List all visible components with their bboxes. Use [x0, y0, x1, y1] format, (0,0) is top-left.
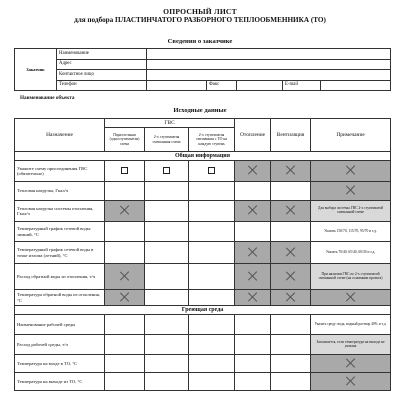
column-heating-header: Отопление: [235, 119, 271, 152]
customer-phone-label: Телефон: [57, 80, 147, 91]
row-inlet-temp-heating-field[interactable]: [235, 355, 271, 373]
customer-section-title: Сведения о заказчике: [167, 38, 233, 45]
row-outlet-temp-two-stage-separate-field[interactable]: [189, 373, 235, 391]
row-summer-graph-parallel-field[interactable]: [105, 242, 145, 264]
cross-icon: [346, 376, 356, 386]
row-load-two-stage-field[interactable]: [145, 182, 189, 201]
general-info-band: Общая информация: [15, 152, 391, 161]
row-return-flow-two-stage-separate-field[interactable]: [189, 264, 235, 290]
customer-label: Заказчик: [15, 49, 57, 91]
row-scheme-note-disabled: [311, 161, 391, 182]
row-return-temp-label: Температура обратной воды из отопления, °С: [15, 290, 105, 306]
row-inlet-temp-two-stage-field[interactable]: [145, 355, 189, 373]
cross-icon: [120, 292, 130, 302]
row-medium-name-heating-field[interactable]: [235, 315, 271, 335]
customer-name-field[interactable]: [147, 49, 391, 60]
row-heating-load-parallel-disabled: [105, 201, 145, 222]
customer-name-label: Наименование: [57, 49, 147, 60]
scheme-two-stage-checkbox[interactable]: [163, 167, 170, 174]
row-summer-graph-two-stage-separate-field[interactable]: [189, 242, 235, 264]
row-load-two-stage-separate-field[interactable]: [189, 182, 235, 201]
row-inlet-temp-note-disabled: [311, 355, 391, 373]
row-medium-flow-two-stage-field[interactable]: [145, 335, 189, 355]
gvs-two-stage-header: 2-х ступенчатая смешанная схема: [145, 128, 189, 152]
row-inlet-temp-parallel-field[interactable]: [105, 355, 145, 373]
cross-icon: [346, 292, 356, 302]
column-gvs-header: ГВС: [105, 119, 235, 128]
cross-icon: [248, 247, 258, 257]
row-outlet-temp-note-disabled: [311, 373, 391, 391]
heating-medium-band: Греющая среда: [15, 306, 391, 315]
row-medium-name-vent-field[interactable]: [271, 315, 311, 335]
row-return-flow-label: Расход обратной воды из отопления, т/ч: [15, 264, 105, 290]
row-medium-flow-two-stage-separate-field[interactable]: [189, 335, 235, 355]
row-return-flow-heating-disabled: [235, 264, 271, 290]
row-load-label: Тепловая нагрузка, Гкал/ч: [15, 182, 105, 201]
cross-icon: [346, 358, 356, 368]
row-return-temp-vent-disabled: [271, 290, 311, 306]
customer-contact-label: Контактное лицо: [57, 70, 147, 81]
row-load-vent-field[interactable]: [271, 182, 311, 201]
row-heating-load-vent-disabled: [271, 201, 311, 222]
row-inlet-temp-two-stage-separate-field[interactable]: [189, 355, 235, 373]
row-scheme-vent-disabled: [271, 161, 311, 182]
row-winter-graph-parallel-field[interactable]: [105, 222, 145, 242]
object-name-label: Наименование объекта: [20, 95, 75, 101]
gvs-parallel-header: Параллельная (одноступенчатая) схема: [105, 128, 145, 152]
row-winter-graph-label: Температурный график сетевой воды: зимний, °С: [15, 222, 105, 242]
cross-icon: [286, 165, 296, 175]
row-load-heating-field[interactable]: [235, 182, 271, 201]
row-return-temp-heating-disabled: [235, 290, 271, 306]
gvs-two-stage-separate-header: 2-х ступенчатая смешанная с ТО на каждую ступень: [189, 128, 235, 152]
document-title: ОПРОСНЫЙ ЛИСТ: [163, 7, 237, 16]
row-heating-load-note: Для выбора системы ГВС 2-х ступенчатой смешанной схеме: [311, 201, 391, 222]
cross-icon: [286, 292, 296, 302]
row-load-parallel-field[interactable]: [105, 182, 145, 201]
cross-icon: [286, 205, 296, 215]
cross-icon: [286, 271, 296, 281]
column-note-header: Примечание: [311, 119, 391, 152]
row-winter-graph-two-stage-separate-field[interactable]: [189, 222, 235, 242]
row-winter-graph-vent-field[interactable]: [271, 222, 311, 242]
scheme-two-stage-cell[interactable]: [145, 161, 189, 182]
row-return-temp-note-disabled: [311, 290, 391, 306]
row-outlet-temp-parallel-field[interactable]: [105, 373, 145, 391]
row-medium-flow-note: Заполняется, если температура на выходе не указана: [311, 335, 391, 355]
cross-icon: [286, 247, 296, 257]
row-scheme-heating-disabled: [235, 161, 271, 182]
customer-email-label: E-mail: [283, 80, 321, 91]
cross-icon: [248, 165, 258, 175]
cross-icon: [346, 185, 356, 195]
column-ventilation-header: Вентиляция: [271, 119, 311, 152]
scheme-parallel-checkbox[interactable]: [121, 167, 128, 174]
row-winter-graph-heating-field[interactable]: [235, 222, 271, 242]
row-heating-load-heating-disabled: [235, 201, 271, 222]
row-scheme-label: Укажите схему присоединения ГВС (обязательно): [15, 161, 105, 182]
row-return-flow-parallel-disabled: [105, 264, 145, 290]
row-medium-name-two-stage-field[interactable]: [145, 315, 189, 335]
customer-phone-field[interactable]: [147, 80, 207, 91]
row-medium-flow-heating-field[interactable]: [235, 335, 271, 355]
row-outlet-temp-heating-field[interactable]: [235, 373, 271, 391]
row-return-temp-two-stage-field[interactable]: [145, 290, 189, 306]
column-purpose-header: Назначение: [15, 119, 105, 152]
row-return-flow-note: При наличии ГВС по 2-х ступенчатой смешанной схеме (на основании проекта): [311, 264, 391, 290]
row-heating-load-two-stage-separate-field[interactable]: [189, 201, 235, 222]
cross-icon: [346, 165, 356, 175]
row-medium-flow-vent-field[interactable]: [271, 335, 311, 355]
cross-icon: [120, 271, 130, 281]
row-summer-graph-label: Температурный график сетевой воды в точке излома (летний), °С: [15, 242, 105, 264]
row-summer-graph-heating-disabled: [235, 242, 271, 264]
customer-fax-label: Факс: [207, 80, 237, 91]
cross-icon: [248, 292, 258, 302]
document-subtitle: для подбора ПЛАСТИНЧАТОГО РАЗБОРНОГО ТЕПЛООБМЕННИКА (ТО): [74, 16, 326, 24]
row-inlet-temp-label: Температура на входе в ТО, °С: [15, 355, 105, 373]
row-heating-load-label: Тепловая нагрузка системы отопления, Гкал/ч: [15, 201, 105, 222]
row-medium-flow-parallel-field[interactable]: [105, 335, 145, 355]
row-outlet-temp-two-stage-field[interactable]: [145, 373, 189, 391]
row-medium-flow-label: Расход рабочей среды, т/ч: [15, 335, 105, 355]
row-summer-graph-two-stage-field[interactable]: [145, 242, 189, 264]
scheme-parallel-cell[interactable]: [105, 161, 145, 182]
row-medium-name-parallel-field[interactable]: [105, 315, 145, 335]
row-medium-name-label: Наименование рабочей среды: [15, 315, 105, 335]
initial-data-title: Исходные данные: [173, 107, 227, 114]
row-load-note-disabled: [311, 182, 391, 201]
row-heating-load-two-stage-field[interactable]: [145, 201, 189, 222]
row-return-flow-two-stage-field[interactable]: [145, 264, 189, 290]
row-inlet-temp-vent-field[interactable]: [271, 355, 311, 373]
row-medium-name-note: Указать среду: вода, водный раствор 40% и т.д.: [311, 315, 391, 335]
row-outlet-temp-label: Температура на выходе из ТО, °С: [15, 373, 105, 391]
row-winter-graph-note: Указать 150/70, 115/70, 95/70 и т.д.: [311, 222, 391, 242]
customer-table: [14, 48, 391, 91]
customer-fax-field[interactable]: [237, 80, 283, 91]
row-return-temp-parallel-disabled: [105, 290, 145, 306]
customer-address-label: Адрес: [57, 59, 147, 70]
scheme-two-stage-separate-checkbox[interactable]: [208, 167, 215, 174]
customer-contact-field[interactable]: [147, 70, 391, 81]
row-outlet-temp-vent-field[interactable]: [271, 373, 311, 391]
customer-address-field[interactable]: [147, 59, 391, 70]
row-summer-graph-vent-disabled: [271, 242, 311, 264]
row-return-temp-two-stage-separate-field[interactable]: [189, 290, 235, 306]
cross-icon: [120, 205, 130, 215]
row-winter-graph-two-stage-field[interactable]: [145, 222, 189, 242]
scheme-two-stage-separate-cell[interactable]: [189, 161, 235, 182]
cross-icon: [248, 271, 258, 281]
cross-icon: [248, 205, 258, 215]
row-summer-graph-note: Указать 70/40, 65/40, 60/30 и т.д.: [311, 242, 391, 264]
row-return-flow-vent-disabled: [271, 264, 311, 290]
row-medium-name-two-stage-separate-field[interactable]: [189, 315, 235, 335]
customer-email-field[interactable]: [321, 80, 391, 91]
initial-data-table: [14, 118, 391, 391]
